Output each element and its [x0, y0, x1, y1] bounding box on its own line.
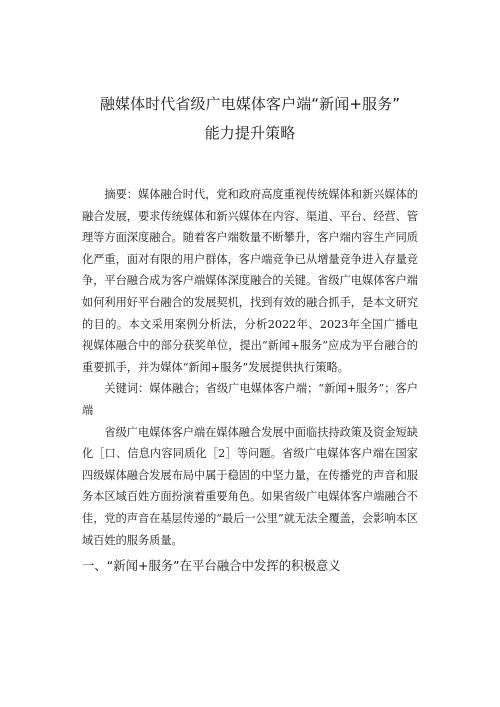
paper-title — [82, 0, 418, 148]
title-line-2: 能力提升策略 — [204, 124, 296, 142]
title-line-1: 融媒体时代省级广电媒体客户端“新闻+服务” — [99, 95, 401, 113]
abstract-paragraph: 摘要：媒体融合时代，党和政府高度重视传统媒体和新兴媒体的融合发展，要求传统媒体和新兴媒体在内容、渠道、平台、经营、管理等方面深度融合。随着客户端数量不断攀升，客户端内容生产同质化严重，面对有限的用户群体，客户端竞争已从增量竞争进入存量竞争，平台融合成为客户端媒体深度融合的关键。省级广电媒体客户端如何利用好平台融合的发展契机，找到有效的融合抓手，是本文研究的目的。本文采用案例分析法，分析2022年、2023年全国广播电视媒体融合中的部分获奖单位，提出“新闻+服务”应成为平台融合的重要抓手，并为媒体“新闻+服务”发展提供执行策略。 — [82, 188, 418, 374]
paper-body — [82, 184, 418, 577]
intro-paragraph: 省级广电媒体客户端在媒体融合发展中面临扶持政策及资金短缺化［口、信息内容同质化［2］等问题。省级广电媒体客户端在国家四级媒体融合发展布局中属于稳固的中坚力量，在传播党的声音和服务本区域百姓方面扮演着重要角色。如果省级广电媒体客户端融合不佳，党的声音在基层传递的“最后一公里”就无法全覆盖，会影响本区域百姓的服务质量。 — [82, 425, 418, 547]
keywords-paragraph: 关键词：媒体融合；省级广电媒体客户端；“新闻+服务”；客户端 — [82, 382, 418, 417]
section-heading-1: 一、“新闻+服务”在平台融合中发挥的积极意义 — [82, 558, 341, 574]
